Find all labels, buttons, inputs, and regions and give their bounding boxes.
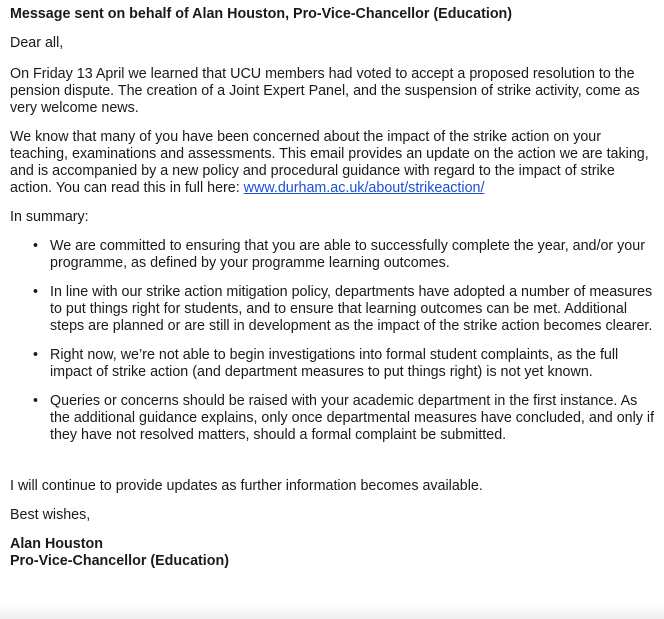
spacer xyxy=(10,456,658,478)
list-item-text: We are committed to ensuring that you are able to successfully complete the year, and/or your programme, as defined by your programme learning outcomes. xyxy=(50,238,645,271)
paragraph-update-text: We know that many of you have been concerned about the impact of the strike action on your teaching, examinations and assessments. This email provides an update on the action we are taking, and is accompanied by a new policy and procedural guidance with regard to the impact of strike action. You can read this in full here: xyxy=(10,129,649,196)
list-item xyxy=(33,284,658,335)
bottom-fade xyxy=(0,605,664,619)
bullet-icon: • xyxy=(33,284,39,300)
signature-name: Alan Houston xyxy=(10,536,103,552)
closing-paragraph: I will continue to provide updates as further information becomes available. xyxy=(10,478,483,494)
paragraph-resolution: On Friday 13 April we learned that UCU members had voted to accept a proposed resolution to the pension dispute. The creation of a Joint Expert Panel, and the suspension of strike activity, come as very welcome news. xyxy=(10,66,640,116)
list-item xyxy=(33,393,658,444)
signature-title: Pro-Vice-Chancellor (Education) xyxy=(10,553,229,569)
summary-list xyxy=(10,238,658,444)
signature-block xyxy=(10,536,658,570)
signoff: Best wishes, xyxy=(10,507,91,523)
bullet-icon: • xyxy=(33,393,39,409)
paragraph-update xyxy=(10,129,658,197)
list-item xyxy=(33,347,658,381)
list-item-text: In line with our strike action mitigation policy, departments have adopted a number of measures to put things right for students, and to ensure that learning outcomes can be met. Additional steps are planned or are still in development as the impact of the strike action becomes clearer. xyxy=(50,284,653,334)
bullet-icon: • xyxy=(33,347,39,363)
greeting: Dear all, xyxy=(10,35,64,51)
strike-action-link[interactable]: www.durham.ac.uk/about/strikeaction/ xyxy=(243,180,485,196)
list-item-text: Queries or concerns should be raised with your academic department in the first instance. As the additional guidance explains, only once departmental measures have concluded, and only if they have not resolved matters, should a formal complaint be submitted. xyxy=(50,393,655,443)
list-item-text: Right now, we’re not able to begin investigations into formal student complaints, as the full impact of strike action (and department measures to put things right) is not yet known. xyxy=(50,347,619,380)
summary-intro: In summary: xyxy=(10,209,89,225)
message-heading: Message sent on behalf of Alan Houston, Pro-Vice-Chancellor (Education) xyxy=(10,6,513,22)
list-item xyxy=(33,238,658,272)
email-body xyxy=(10,6,658,570)
bullet-icon: • xyxy=(33,238,39,254)
